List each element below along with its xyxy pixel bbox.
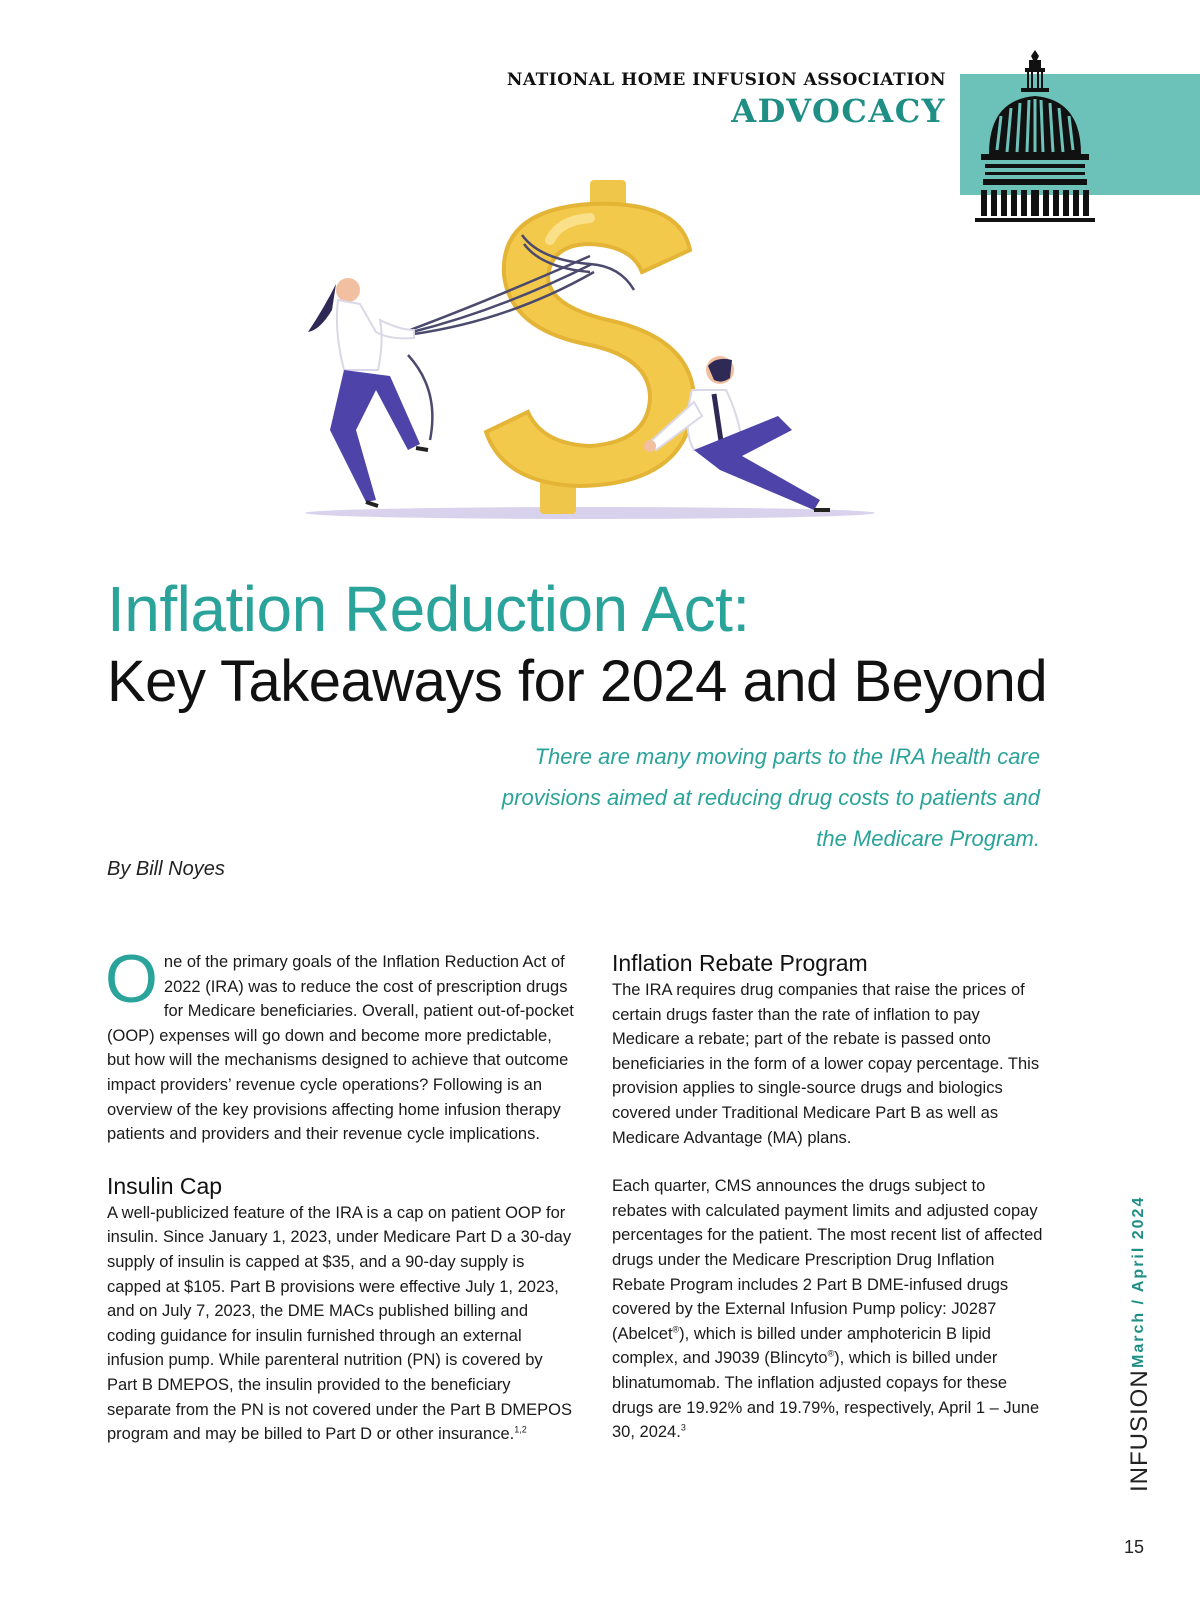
rebate-text-part-3: ), which is billed under blinatumomab. The inflation adjusted copays for these drugs are 19.92% and 19.79%, respectively, April 1 – June 30, 2024. bbox=[612, 1349, 1040, 1442]
article-title: Inflation Reduction Act: bbox=[107, 573, 750, 645]
inflation-rebate-heading: Inflation Rebate Program bbox=[612, 950, 868, 976]
rebate-text-part-1: Each quarter, CMS announces the drugs subject to rebates with calculated payment limits and adjusted copay percentages for the patient. The most recent list of affected drugs under the Medicare Prescription Drug Inflation Rebate Program includes 2 Part B DME-infused drugs covered by the External Infusion Pump policy: J0287 (Abelcet bbox=[612, 1177, 1043, 1343]
registered-mark: ® bbox=[672, 1324, 680, 1335]
magazine-name: INFUSION bbox=[1126, 1369, 1153, 1492]
rebate-text-part-2: ), which is billed under amphotericin B lipid complex, and J9039 (Blincyto bbox=[612, 1324, 991, 1368]
byline: By Bill Noyes bbox=[107, 858, 225, 880]
insulin-cap-paragraph bbox=[107, 1201, 577, 1447]
association-name: NATIONAL HOME INFUSION ASSOCIATION bbox=[506, 70, 946, 90]
section-label: ADVOCACY bbox=[731, 92, 946, 130]
issue-date: March / April 2024 bbox=[1130, 1195, 1147, 1368]
registered-mark: ® bbox=[827, 1348, 835, 1359]
right-column bbox=[612, 948, 1044, 1445]
intro-text: ne of the primary goals of the Inflation Reduction Act of 2022 (IRA) was to reduce the cost of prescription drugs for Medicare beneficiaries. Overall, patient out-of-pocket (OOP) expenses will go down and become more predictable, but how will the mechanisms designed to achieve that outcome impact providers’ revenue cycle operations? Following is an overview of the key provisions affecting home infusion therapy patients and providers and their revenue cycle implications. bbox=[107, 953, 574, 1144]
page-number: 15 bbox=[1124, 1537, 1145, 1557]
left-column bbox=[105, 941, 577, 1447]
article-subtitle: Key Takeaways for 2024 and Beyond bbox=[107, 649, 1048, 714]
insulin-cap-text: A well-publicized feature of the IRA is a cap on patient OOP for insulin. Since January 1, 2023, under Medicare Part D a 30-day supply of insulin is capped at $35, and a 90-day supply is capped at $105. Part B provisions were effective July 1, 2023, and on July 7, 2023, the DME MACs published billing and coding guidance for insulin furnished through an external infusion pump. While parenteral nutrition (PN) is covered by Part B DMEPOS, the insulin provided to the beneficiary separate from the PN is not covered under the Part B DMEPOS program and may be billed to Part D or other insurance. bbox=[107, 1203, 572, 1444]
rebate-paragraph-2 bbox=[612, 1174, 1044, 1445]
rebate-paragraph-1: The IRA requires drug companies that raise the prices of certain drugs faster than the rate of inflation to pay Medicare a rebate; part of the rebate is passed onto beneficiaries in the form of a lower copay percentage. This provision applies to single-source drugs and biologics covered under Traditional Medicare Part B as well as Medicare Advantage (MA) plans. bbox=[612, 981, 1040, 1147]
insulin-cap-heading: Insulin Cap bbox=[107, 1172, 223, 1199]
footnote-ref: 3 bbox=[680, 1422, 686, 1433]
article-deck: There are many moving parts to the IRA health care provisions aimed at reducing drug costs to patients and the Medicare Program. bbox=[501, 744, 1040, 851]
capitol-dome-icon bbox=[975, 46, 1095, 232]
drop-cap: O bbox=[105, 941, 158, 1017]
dollar-tug-of-war-illustration bbox=[290, 180, 890, 535]
intro-paragraph bbox=[105, 941, 577, 1147]
footnote-ref: 1,2 bbox=[514, 1424, 527, 1435]
